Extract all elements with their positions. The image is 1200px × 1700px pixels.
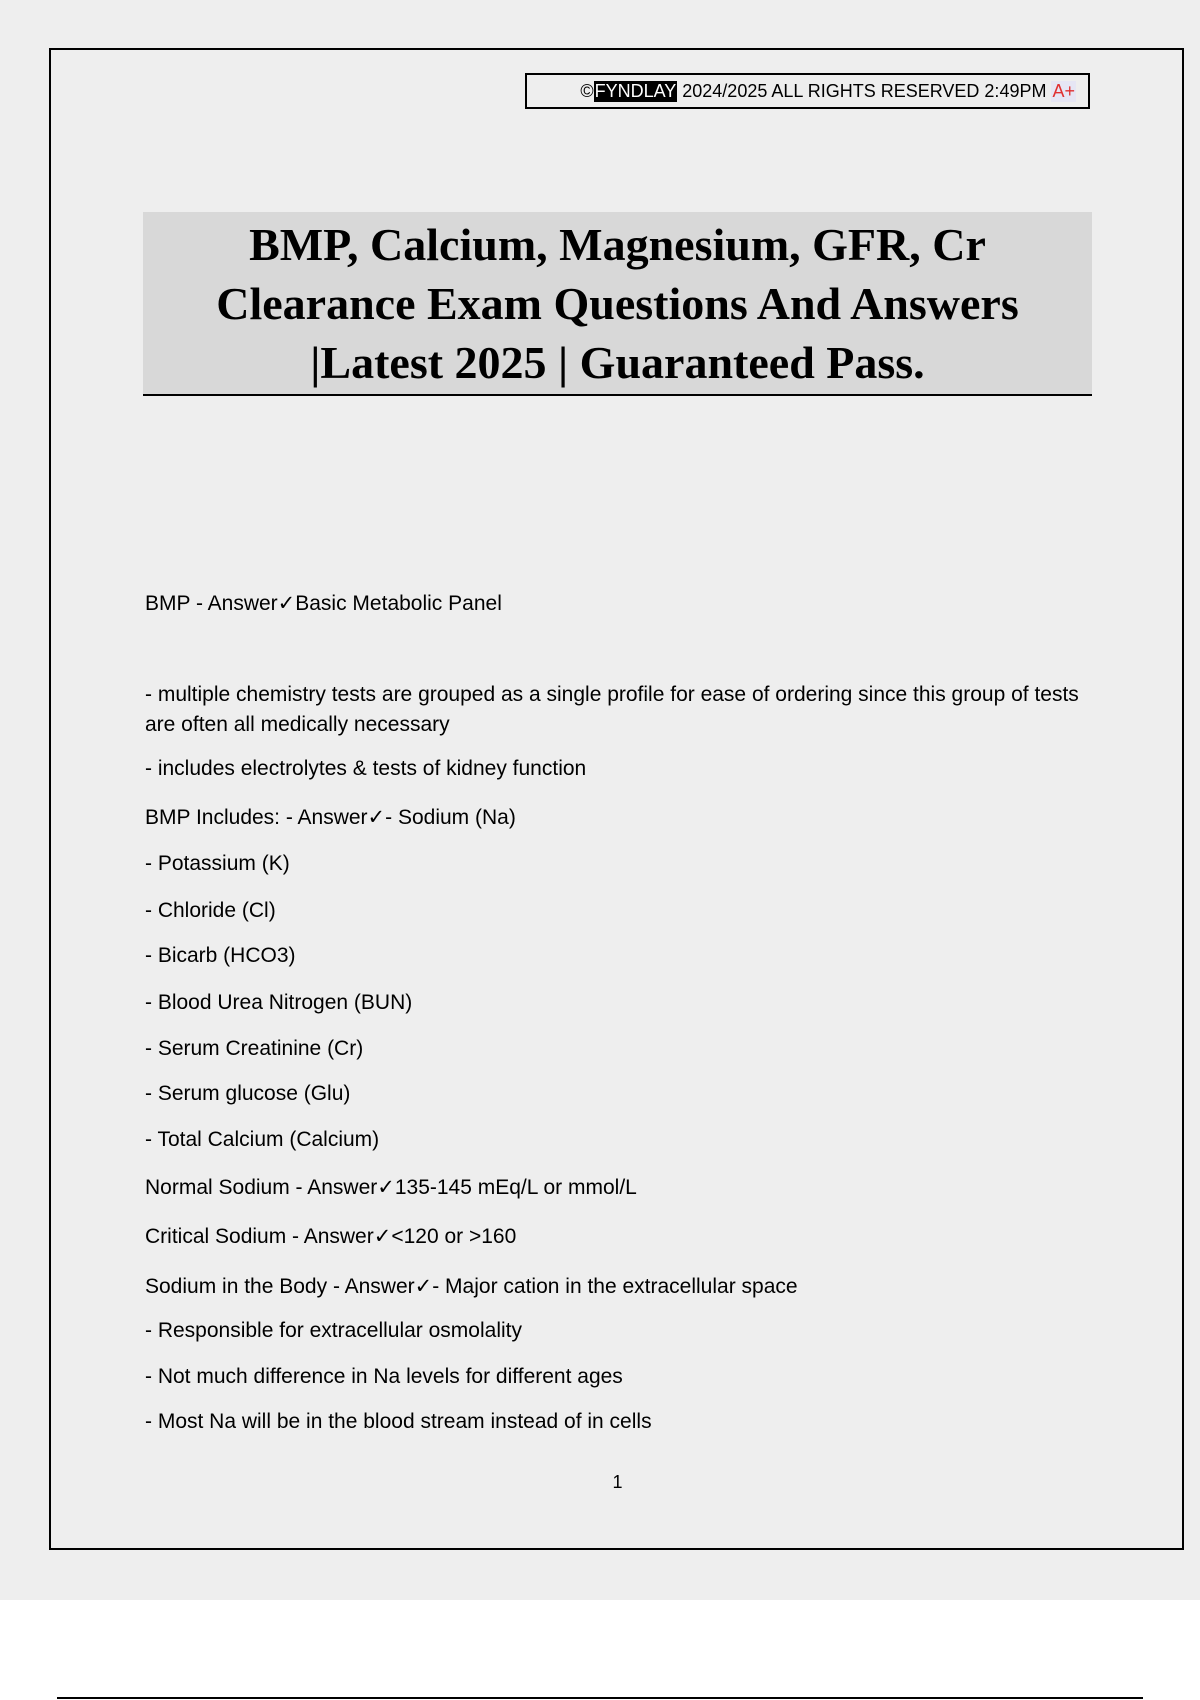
qa-line: BMP - Answer✓Basic Metabolic Panel: [145, 592, 502, 615]
document-title: [216, 215, 1018, 392]
qa-line: - Blood Urea Nitrogen (BUN): [145, 991, 413, 1014]
next-page-rule: [57, 1697, 1143, 1699]
qa-line: - Chloride (Cl): [145, 899, 276, 922]
qa-line: - Potassium (K): [145, 852, 290, 875]
brand-name: FYNDLAY: [594, 80, 677, 101]
copyright-symbol: ©: [580, 80, 594, 101]
qa-line: - Total Calcium (Calcium): [145, 1128, 380, 1151]
copyright-header: [525, 73, 1090, 109]
qa-line: Sodium in the Body - Answer✓- Major cation in the extracellular space: [145, 1275, 798, 1298]
title-banner: [143, 212, 1092, 396]
qa-line: - Responsible for extracellular osmolality: [145, 1319, 522, 1342]
title-line-3: |Latest 2025 | Guaranteed Pass.: [310, 336, 925, 388]
qa-line: - Serum glucose (Glu): [145, 1082, 351, 1105]
page-number: 1: [612, 1472, 623, 1492]
qa-line: - Bicarb (HCO3): [145, 944, 296, 967]
qa-line: Normal Sodium - Answer✓135-145 mEq/L or mmol/L: [145, 1176, 637, 1199]
qa-line: - Not much difference in Na levels for different ages: [145, 1365, 623, 1388]
qa-line: - Most Na will be in the blood stream instead of in cells: [145, 1410, 652, 1433]
qa-line: Critical Sodium - Answer✓<120 or >160: [145, 1225, 517, 1248]
title-line-1: BMP, Calcium, Magnesium, GFR, Cr: [249, 218, 986, 270]
rights-text: 2024/2025 ALL RIGHTS RESERVED 2:49PM: [677, 80, 1052, 101]
qa-line: - multiple chemistry tests are grouped as a single profile for ease of ordering since this group of tests are often all medically necessary: [145, 683, 1079, 736]
qa-line: - includes electrolytes & tests of kidney function: [145, 757, 587, 780]
grade-badge: A+: [1052, 80, 1075, 101]
qa-line: BMP Includes: - Answer✓- Sodium (Na): [145, 806, 516, 829]
qa-line: - Serum Creatinine (Cr): [145, 1037, 364, 1060]
title-line-2: Clearance Exam Questions And Answers: [216, 277, 1019, 329]
